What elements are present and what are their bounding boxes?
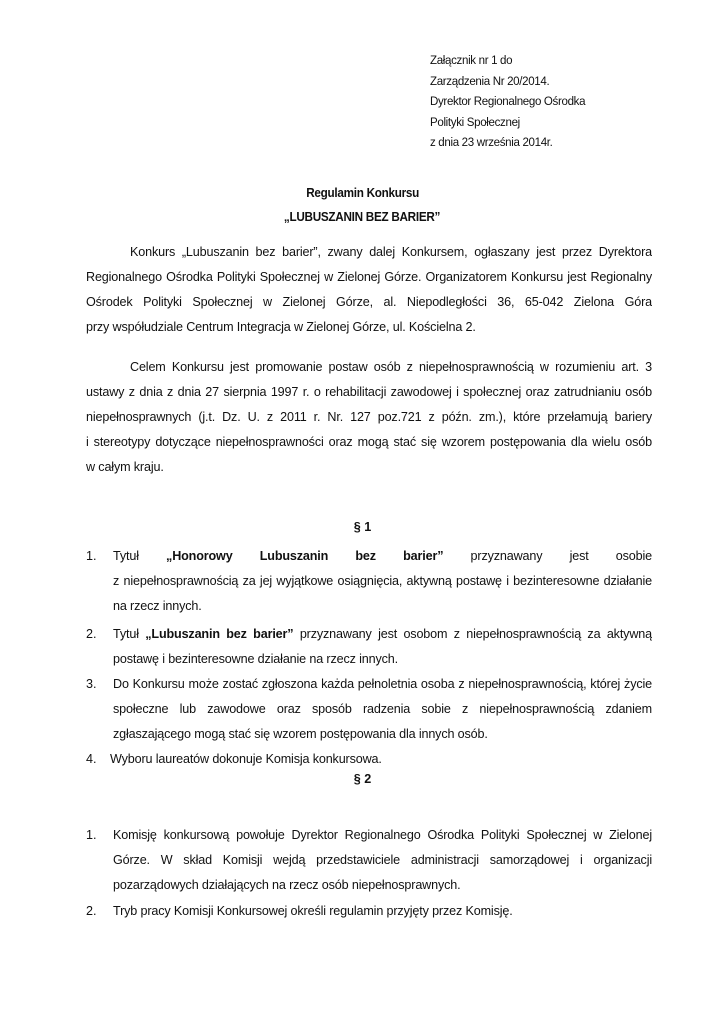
paragraph-line: Konkurs „Lubuszanin bez barier”, zwany dalej Konkursem, ogłaszany jest przez Dyrektora — [130, 245, 652, 259]
award-title-honorary: „Honorowy Lubuszanin bez barier” — [166, 549, 444, 563]
list-number: 3. — [86, 677, 97, 691]
list-item-line: Wyboru laureatów dokonuje Komisja konkursowa. — [110, 752, 382, 766]
paragraph-line: Celem Konkursu jest promowanie postaw osób z niepełnosprawnością w rozumieniu art. 3 — [130, 360, 652, 374]
paragraph-line: Ośrodek Polityki Społecznej w Zielonej Górze, al. Niepodległości 36, 65-042 Zielona Góra — [86, 295, 652, 309]
list-item — [113, 823, 652, 898]
list-item-line: Komisję konkursową powołuje Dyrektor Regionalnego Ośrodka Polityki Społecznej w Zielonej — [113, 828, 652, 842]
list-item-first-line: Tytuł „Lubuszanin bez barier” przyznawany jest osobom z niepełnosprawnością za aktywną — [113, 627, 652, 641]
list-item-line: zgłaszającego mogą stać się wzorem postępowania dla innych osób. — [113, 727, 488, 741]
attachment-line: z dnia 23 września 2014r. — [430, 135, 553, 149]
paragraph-line: ustawy z dnia z dnia 27 sierpnia 1997 r. o rehabilitacji zawodowej i społecznej oraz zatrudnianiu osób — [86, 385, 652, 399]
list-number: 2. — [86, 904, 97, 918]
attachment-line: Załącznik nr 1 do — [430, 53, 513, 67]
list-item-first-line: Tytuł „Honorowy Lubuszanin bez barier” przyznawany jest osobie — [113, 549, 652, 563]
attachment-line: Polityki Społecznej — [430, 114, 520, 129]
intro-paragraph-2 — [86, 355, 652, 480]
document-subtitle: „LUBUSZANIN BEZ BARIER” — [284, 210, 441, 224]
list-item-line: społeczne lub zawodowe oraz sposób radzenia sobie z niepełnosprawnością zdaniem — [113, 702, 652, 716]
list-item — [110, 747, 649, 772]
list-item-line: Tryb pracy Komisji Konkursowej określi regulamin przyjęty przez Komisję. — [113, 904, 513, 918]
attachment-line: Zarządzenia Nr 20/2014. — [430, 73, 550, 88]
attachment-header — [430, 50, 585, 153]
paragraph-line: niepełnosprawnych (j.t. Dz. U. z 2011 r. Nr. 127 poz.721 z późn. zm.), które przełamują bariery — [86, 410, 652, 424]
list-number: 1. — [86, 549, 97, 563]
list-number: 2. — [86, 627, 97, 641]
list-item-line: na rzecz innych. — [113, 599, 202, 613]
list-item — [113, 672, 652, 747]
list-number: 1. — [86, 828, 97, 842]
paragraph-line: przy współudziale Centrum Integracja w Zielonej Górze, ul. Kościelna 2. — [86, 320, 476, 334]
intro-paragraph-1 — [86, 240, 652, 340]
document-title: Regulamin Konkursu — [306, 186, 419, 200]
list-item-line: Do Konkursu może zostać zgłoszona każda pełnoletnia osoba z niepełnosprawnością, której życie — [113, 677, 652, 691]
list-item — [113, 899, 652, 924]
paragraph-line: i stereotypy dotyczące niepełnosprawności oraz mogą stać się wzorem postępowania dla wielu osób — [86, 435, 652, 449]
attachment-line: Dyrektor Regionalnego Ośrodka — [430, 94, 586, 108]
section-2-heading: § 2 — [353, 772, 372, 786]
list-item — [113, 544, 652, 619]
list-item-line: z niepełnosprawnością za jej wyjątkowe osiągnięcia, aktywną postawę i bezinteresowne działanie — [113, 574, 652, 588]
list-item-line: Górze. W skład Komisji wejdą przedstawiciele administracji samorządowej i organizacji — [113, 853, 652, 867]
section-1-heading: § 1 — [353, 520, 372, 534]
list-item-line: postawę i bezinteresowne działanie na rzecz innych. — [113, 652, 398, 666]
list-number: 4. — [86, 752, 97, 766]
award-title: „Lubuszanin bez barier” — [145, 627, 294, 641]
list-item-line: pozarządowych działających na rzecz osób niepełnosprawnych. — [113, 878, 461, 892]
paragraph-line: Regionalnego Ośrodka Polityki Społecznej w Zielonej Górze. Organizatorem Konkursu jest Regionalny — [86, 270, 652, 284]
list-item — [113, 622, 652, 672]
paragraph-line: w całym kraju. — [86, 460, 164, 474]
